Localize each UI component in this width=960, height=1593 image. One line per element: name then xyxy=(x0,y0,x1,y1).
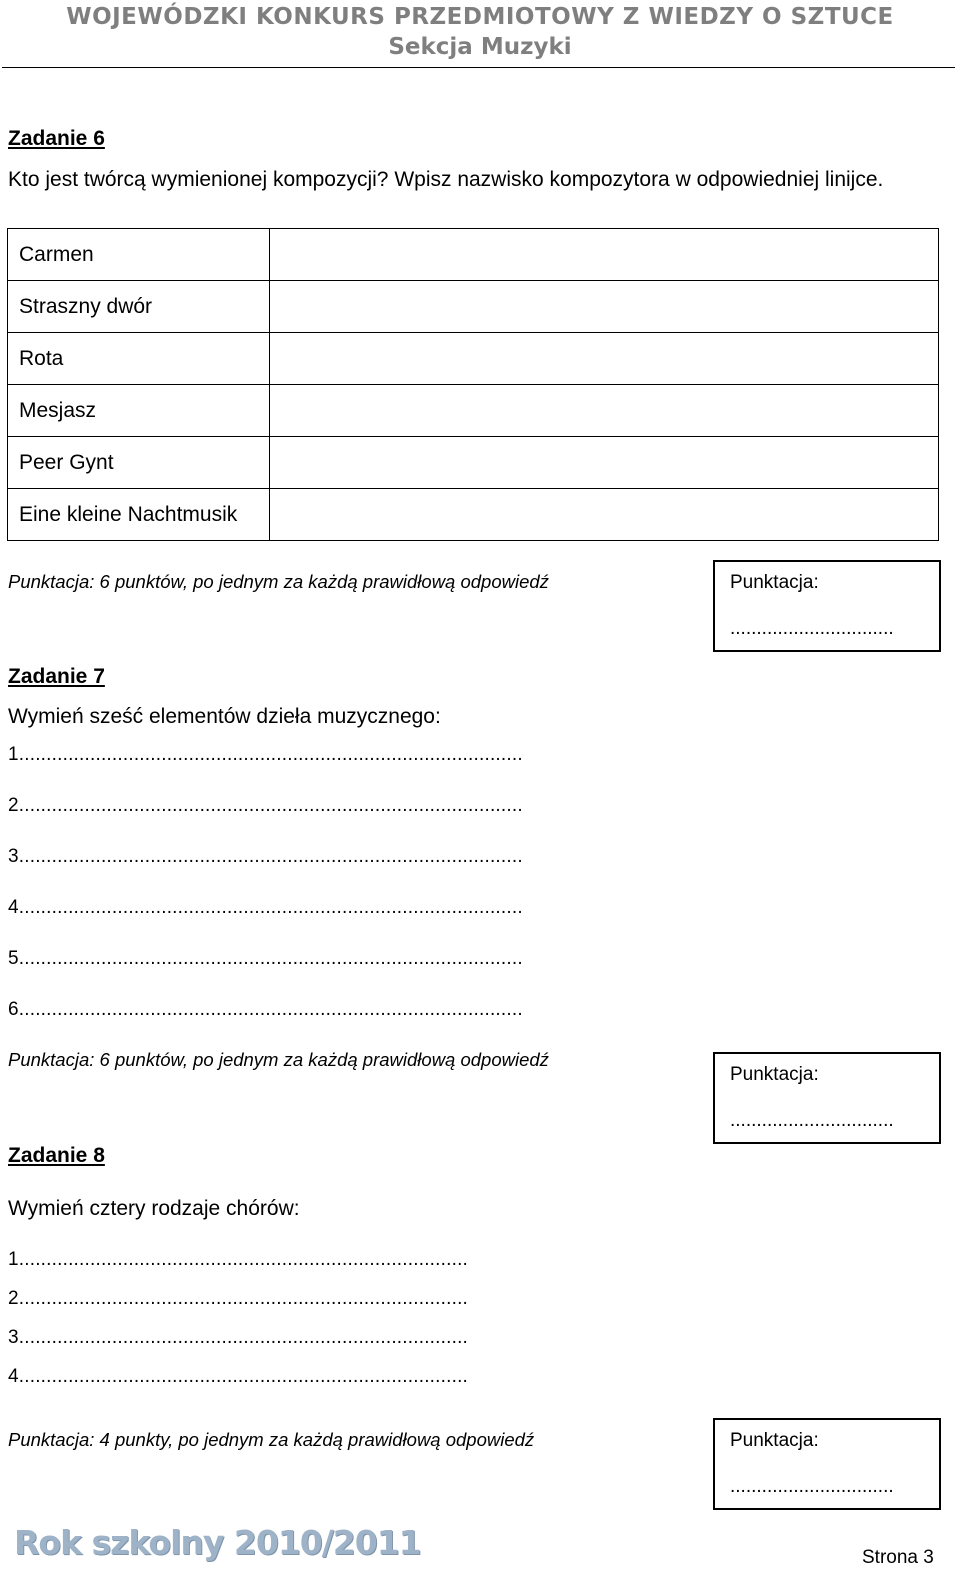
composer-answer-cell[interactable] xyxy=(270,333,939,385)
table-row xyxy=(8,333,939,385)
score-dots: ............................... xyxy=(730,1476,894,1497)
score-dots: ............................... xyxy=(730,1110,894,1131)
school-year-logo: Rok szkolny 2010/2011 xyxy=(14,1523,421,1562)
score-dots: ............................... xyxy=(730,618,894,639)
composition-title: Eine kleine Nachtmusik xyxy=(8,489,270,541)
composer-answer-cell[interactable] xyxy=(270,489,939,541)
score-label: Punktacja: xyxy=(730,572,819,593)
answer-line-4[interactable]: 4.................................................................................. xyxy=(8,1366,469,1387)
task7-instruction: Wymień sześć elementów dzieła muzycznego: xyxy=(8,705,441,728)
task6-heading: Zadanie 6 xyxy=(8,127,105,150)
table-row xyxy=(8,385,939,437)
composition-title: Straszny dwór xyxy=(8,281,270,333)
task6-score-box[interactable] xyxy=(713,560,941,652)
answer-line-2[interactable]: 2............................................................................................ xyxy=(8,795,523,816)
answer-line-3[interactable]: 3.................................................................................. xyxy=(8,1327,469,1348)
answer-line-1[interactable]: 1............................................................................................ xyxy=(8,744,523,765)
header-subtitle: Sekcja Muzyki xyxy=(388,34,572,60)
task6-instruction: Kto jest twórcą wymienionej kompozycji? Wpisz nazwisko kompozytora w odpowiedniej linijce. xyxy=(8,168,884,191)
composer-answer-cell[interactable] xyxy=(270,281,939,333)
composer-table xyxy=(7,228,939,541)
score-label: Punktacja: xyxy=(730,1064,819,1085)
score-label: Punktacja: xyxy=(730,1430,819,1451)
composition-title: Rota xyxy=(8,333,270,385)
answer-line-1[interactable]: 1.................................................................................. xyxy=(8,1249,469,1270)
answer-line-6[interactable]: 6............................................................................................ xyxy=(8,999,523,1020)
composition-title: Peer Gynt xyxy=(8,437,270,489)
task8-scoring: Punktacja: 4 punkty, po jednym za każdą prawidłową odpowiedź xyxy=(8,1429,535,1450)
task7-scoring: Punktacja: 6 punktów, po jednym za każdą prawidłową odpowiedź xyxy=(8,1049,549,1070)
header-divider xyxy=(2,67,955,68)
composition-title: Carmen xyxy=(8,229,270,281)
task6-scoring: Punktacja: 6 punktów, po jednym za każdą prawidłową odpowiedź xyxy=(8,571,549,592)
header-title: WOJEWÓDZKI KONKURS PRZEDMIOTOWY Z WIEDZY O SZTUCE xyxy=(66,4,894,30)
answer-line-4[interactable]: 4............................................................................................ xyxy=(8,897,523,918)
answer-line-5[interactable]: 5............................................................................................ xyxy=(8,948,523,969)
task7-heading: Zadanie 7 xyxy=(8,665,105,688)
task7-score-box[interactable] xyxy=(713,1052,941,1144)
table-row xyxy=(8,437,939,489)
table-row xyxy=(8,281,939,333)
composition-title: Mesjasz xyxy=(8,385,270,437)
table-row xyxy=(8,489,939,541)
composer-answer-cell[interactable] xyxy=(270,229,939,281)
task8-heading: Zadanie 8 xyxy=(8,1144,105,1167)
task8-instruction: Wymień cztery rodzaje chórów: xyxy=(8,1197,300,1220)
table-row xyxy=(8,229,939,281)
composer-answer-cell[interactable] xyxy=(270,385,939,437)
answer-line-3[interactable]: 3............................................................................................ xyxy=(8,846,523,867)
composer-answer-cell[interactable] xyxy=(270,437,939,489)
page-number: Strona 3 xyxy=(862,1547,934,1568)
task8-score-box[interactable] xyxy=(713,1418,941,1510)
answer-line-2[interactable]: 2.................................................................................. xyxy=(8,1288,469,1309)
